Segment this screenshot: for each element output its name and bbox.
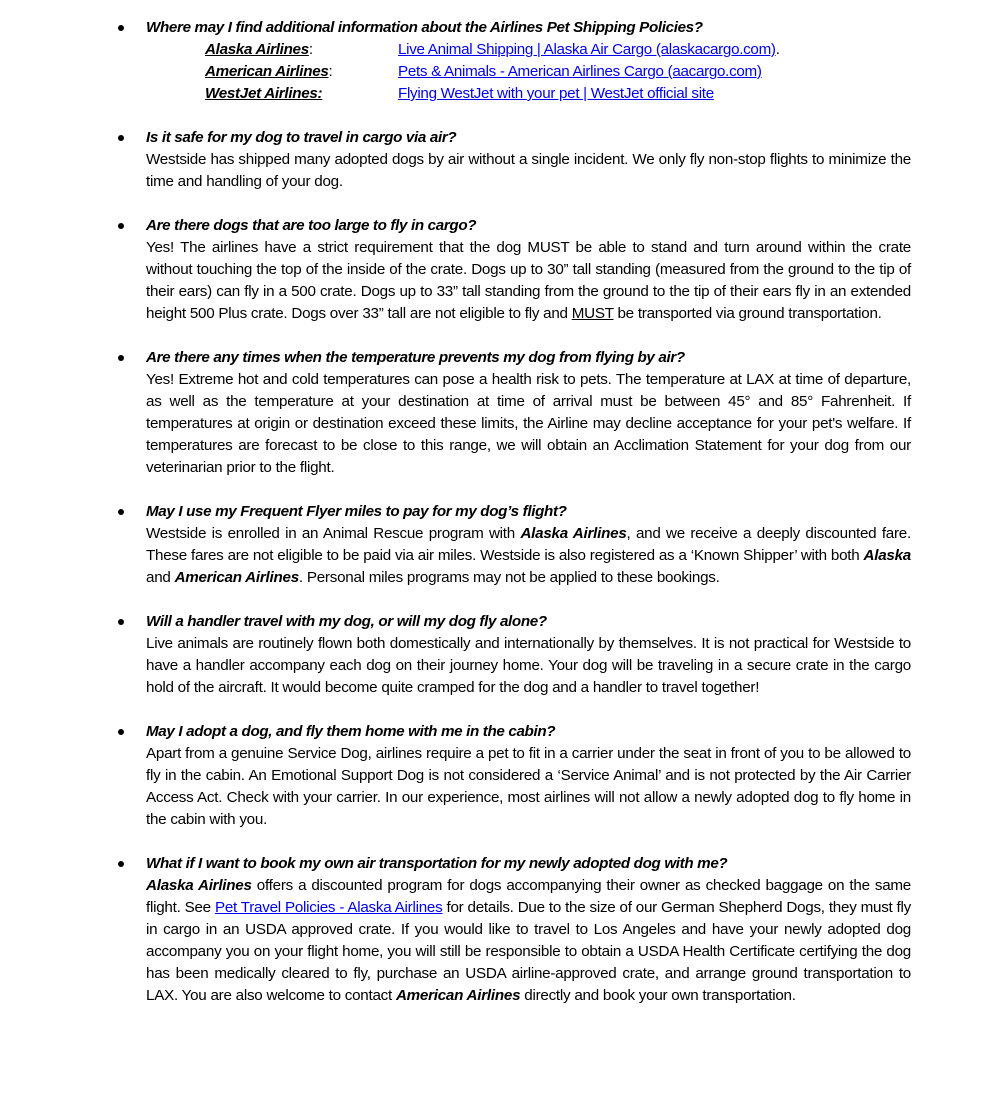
- faq-answer: Westside is enrolled in an Animal Rescue program with Alaska Airlines, and we receive a deeply discounted fare. These fares are not eligible to be paid via air miles. Westside is also registered as a ‘Known Shipper’ with both Alaska and American Airlines. Personal miles programs may not be applied to these bookings.: [146, 525, 911, 586]
- bullet-icon: [116, 347, 126, 369]
- alaska-cargo-link[interactable]: Live Animal Shipping | Alaska Air Cargo (alaskacargo.com): [398, 41, 776, 58]
- faq-item-dog-size: [146, 215, 911, 325]
- faq-answer: Alaska Airlines offers a discounted program for dogs accompanying their owner as checked baggage on the same flight. See Pet Travel Policies - Alaska Airlines for details. Due to the size of our German Shepherd Dogs, they must fly in cargo in an USDA approved crate. If you would like to travel to Los Angeles and have your newly adopted dog accompany you on your flight home, you will still be responsible to obtain a USDA Health Certificate certifying the dog has been medically cleared to fly, purchase an USDA airline-approved crate, and arrange ground transportation to LAX. You are also welcome to contact American Airlines directly and book your own transportation.: [146, 877, 911, 1004]
- faq-question: What if I want to book my own air transportation for my newly adopted dog with me?: [146, 855, 728, 872]
- airline-name: WestJet Airlines:: [205, 85, 323, 102]
- faq-answer: Live animals are routinely flown both domestically and internationally by themselves. It is not practical for Westside to have a handler accompany each dog on their journey home. Your dog will be traveling in a secure crate in the cargo hold of the aircraft. It would become quite cramped for the dog and a handler to travel together!: [146, 635, 911, 696]
- westjet-pet-link[interactable]: Flying WestJet with your pet | WestJet official site: [398, 85, 714, 102]
- faq-item-handler: [146, 611, 911, 699]
- faq-question: Where may I find additional information about the Airlines Pet Shipping Policies?: [146, 19, 703, 36]
- faq-question: Are there dogs that are too large to fly in cargo?: [146, 217, 477, 234]
- bullet-icon: [116, 215, 126, 237]
- airline-name: American Airlines: [205, 63, 329, 80]
- faq-item-frequent-flyer: [146, 501, 911, 589]
- alaska-pet-travel-link[interactable]: Pet Travel Policies - Alaska Airlines: [214, 899, 443, 916]
- faq-question: Is it safe for my dog to travel in cargo via air?: [146, 129, 457, 146]
- bullet-icon: [116, 127, 126, 149]
- faq-item-own-transport: [146, 853, 911, 1007]
- faq-item-additional-info: [146, 17, 911, 105]
- faq-item-temperature: [146, 347, 911, 479]
- airline-name: Alaska Airlines: [205, 41, 309, 58]
- faq-question: Will a handler travel with my dog, or will my dog fly alone?: [146, 613, 547, 630]
- faq-question: Are there any times when the temperature prevents my dog from flying by air?: [146, 349, 685, 366]
- bullet-icon: [116, 721, 126, 743]
- faq-answer: Yes! The airlines have a strict requirement that the dog MUST be able to stand and turn around within the crate without touching the top of the inside of the crate. Dogs up to 30” tall standing (measured from the ground to the tip of their ears) can fly in a 500 crate. Dogs up to 33” tall standing from the ground to the tip of their ears fly in an extended height 500 Plus crate. Dogs over 33” tall are not eligible to fly and MUST be transported via ground transportation.: [146, 239, 911, 322]
- airline-link-row-westjet: [146, 83, 911, 105]
- american-cargo-link[interactable]: Pets & Animals - American Airlines Cargo (aacargo.com): [398, 63, 762, 80]
- faq-answer: Westside has shipped many adopted dogs by air without a single incident. We only fly non-stop flights to minimize the time and handling of your dog.: [146, 151, 911, 190]
- faq-item-cabin: [146, 721, 911, 831]
- bullet-icon: [116, 853, 126, 875]
- faq-answer: Yes! Extreme hot and cold temperatures can pose a health risk to pets. The temperature at LAX at time of departure, as well as the temperature at your destination at time of arrival must be between 45° and 85° Fahrenheit. If temperatures at origin or destination exceed these limits, the Airline may decline acceptance for your pet's welfare. If temperatures are forecast to be close to this range, we will obtain an Acclimation Statement for your dog from our veterinarian prior to the flight.: [146, 371, 911, 476]
- airline-link-row-alaska: Alaska Airlines: Live Animal Shipping | Alaska Air Cargo (alaskacargo.com).: [205, 41, 780, 58]
- bullet-icon: [116, 17, 126, 39]
- faq-question: May I adopt a dog, and fly them home with me in the cabin?: [146, 723, 556, 740]
- bullet-icon: [116, 611, 126, 633]
- faq-question: May I use my Frequent Flyer miles to pay for my dog’s flight?: [146, 503, 567, 520]
- bullet-icon: [116, 501, 126, 523]
- faq-item-cargo-safety: [146, 127, 911, 193]
- faq-document: [0, 17, 999, 1029]
- faq-answer: Apart from a genuine Service Dog, airlines require a pet to fit in a carrier under the seat in front of you to be allowed to fly in the cabin. An Emotional Support Dog is not considered a ‘Service Animal’ and is not protected by the Air Carrier Access Act. Check with your carrier. In our experience, most airlines will not allow a newly adopted dog to fly home in the cabin with you.: [146, 745, 911, 828]
- airline-link-row-american: American Airlines: Pets & Animals - American Airlines Cargo (aacargo.com): [205, 63, 762, 80]
